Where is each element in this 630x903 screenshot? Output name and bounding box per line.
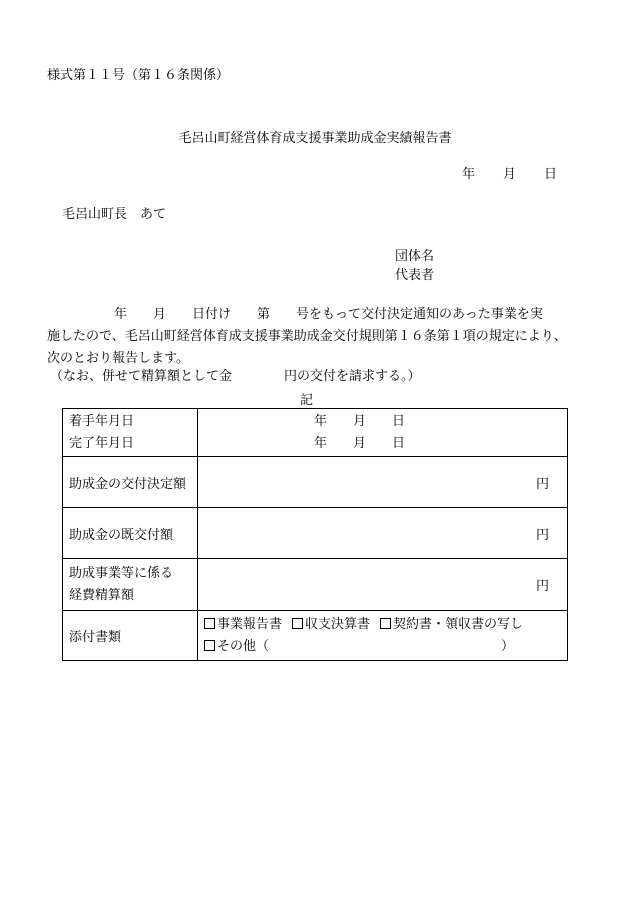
expense-label-2: 経費精算額 — [69, 587, 135, 603]
body-line-3: 次のとおり報告します。 — [47, 351, 189, 366]
body-line-2: 施したので、毛呂山町経営体育成支援事業助成金交付規則第１６条第１項の規定により、 — [47, 329, 567, 344]
grant-decided-label: 助成金の交付決定額 — [63, 457, 198, 508]
attach-business-report: 事業報告書 — [217, 616, 283, 632]
attach-contract-receipt: 契約書・領収書の写し — [393, 616, 524, 632]
addressee: 毛呂山町長 あて — [62, 207, 167, 222]
body-line-1: 年 月 日付け 第 号をもって交付決定通知のあった事業を実 — [114, 307, 543, 322]
grant-paid-value[interactable]: 円 — [198, 508, 568, 559]
date-month: 月 — [503, 167, 517, 182]
start-date-value[interactable]: 年 月 日 — [314, 413, 406, 429]
report-date — [462, 163, 557, 182]
attach-other-close: ） — [501, 638, 515, 654]
form-number: 様式第１１号（第１６条関係） — [47, 68, 230, 83]
expense-value[interactable]: 円 — [198, 559, 568, 611]
table-row — [63, 559, 568, 611]
date-year: 年 — [462, 167, 476, 182]
table-row — [63, 457, 568, 508]
checkbox-icon[interactable] — [292, 618, 303, 629]
attachments-label: 添付書類 — [63, 611, 198, 661]
attachment-other — [204, 636, 561, 658]
date-day: 日 — [544, 167, 558, 182]
table-row — [63, 611, 568, 661]
grant-decided-value[interactable]: 円 — [198, 457, 568, 508]
checkbox-icon[interactable] — [204, 618, 215, 629]
org-name-label: 団体名 — [395, 249, 435, 264]
attach-other-label: その他（ — [217, 638, 270, 654]
checkbox-icon[interactable] — [380, 618, 391, 629]
report-table — [62, 408, 568, 661]
attachment-options — [204, 614, 561, 636]
page-title: 毛呂山町経営体育成支援事業助成金実績報告書 — [178, 131, 452, 146]
ki-heading: 記 — [300, 393, 314, 408]
expense-label-1: 助成事業等に係る — [69, 565, 174, 581]
grant-paid-label: 助成金の既交付額 — [63, 508, 198, 559]
checkbox-icon[interactable] — [204, 640, 215, 651]
table-row — [63, 409, 568, 457]
end-date-label: 完了年月日 — [69, 435, 135, 451]
start-date-label: 着手年月日 — [69, 413, 135, 429]
attach-settlement: 収支決算書 — [305, 616, 371, 632]
end-date-value[interactable]: 年 月 日 — [314, 435, 406, 451]
representative-label: 代表者 — [395, 268, 435, 283]
report-body — [47, 304, 587, 370]
table-row — [63, 508, 568, 559]
payment-request-note: （なお、併せて精算額として金 円の交付を請求する。） — [50, 369, 421, 384]
